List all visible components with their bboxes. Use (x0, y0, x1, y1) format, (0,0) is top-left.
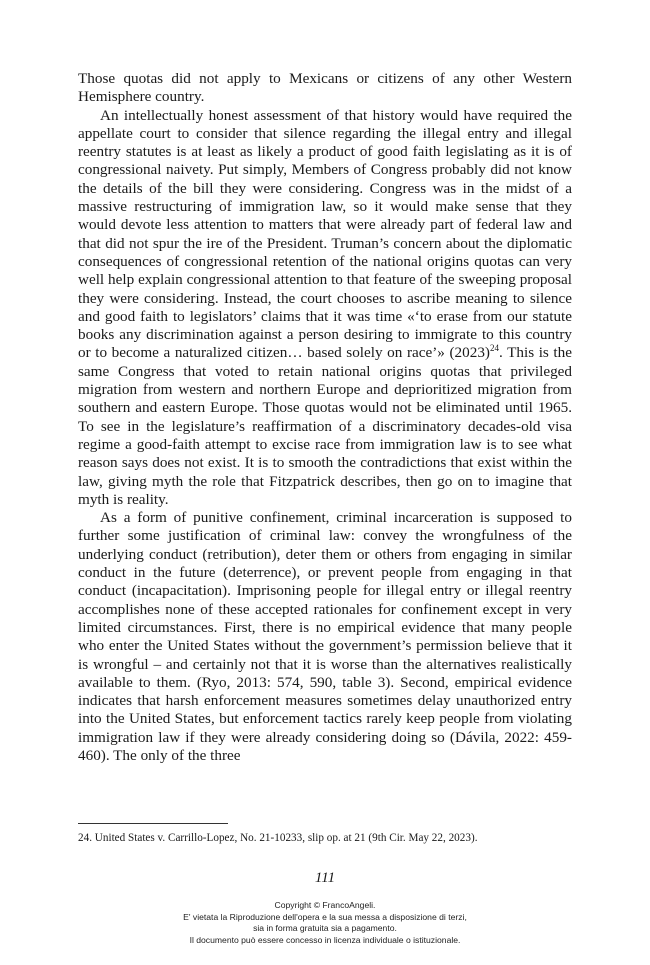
copyright-notice (0, 900, 650, 946)
body-text (78, 70, 572, 765)
footnote: 24. United States v. Carrillo-Lopez, No. 21-10233, slip op. at 21 (9th Cir. May 22, 2023). (78, 832, 478, 844)
footnote-reference: 24 (489, 343, 499, 354)
copyright-line: Copyright © FrancoAngeli. (274, 900, 376, 910)
copyright-line: Il documento può essere concesso in licenza individuale o istituzionale. (189, 934, 461, 945)
paragraph-2: An intellectually honest assessment of that history would have required the appellate court to consider that silence regarding the illegal entry and illegal reentry statutes is at least as likely a product of good faith legislating as it is of congressional naivety. Put simply, Members of Congress probably did not know the details of the bill they were considering. Congress was in the midst of a massive restructuring of immigration law, so it would make sense that they would devote less attention to matters that were already part of federal law and that did not spur the ire of the President. Truman’s concern about the diplomatic consequences of congressional retention of the national origins quotas can very well help explain congressional attention to that feature of the sweeping proposal they were considering. Instead, the court chooses to ascribe meaning to silence and good faith to legislators’ claims that it was time «‘to erase from our statute books any discrimination against a person desiring to immigrate to this country or to become a naturalized citizen… based solely on race’» $(2023)^{24}$. This is the same Congress that voted to retain national origins quotas that privileged migration from western and northern Europe and deprioritized migration from southern and eastern Europe. Those quotas would not be eliminated until 1965. To see in the legislature’s reaffirmation of a discriminatory decades-old visa regime a good-faith attempt to excise race from immigration law is to see what reason says does not exist. It is to smooth the contradictions that exist within the law, giving myth the role that Fitzpatrick describes, then go on to imagine that myth is reality. (78, 106, 572, 508)
paragraph-3: As a form of punitive confinement, criminal incarceration is supposed to further some justification of criminal law: convey the wrongfulness of the underlying conduct (retribution), deter them or others from engaging in similar conduct in the future (deterrence), or prevent people from engaging in that conduct (incapacitation). Imprisoning people for illegal entry or illegal reentry accomplishes none of these accepted rationales for confinement except in very limited circumstances. First, there is no empirical evidence that many people who enter the United States without the government’s permission believe that it is wrongful – and certainly not that it is worse than the alternatives realistically available to them. (Ryo, 2013: 574, 590, table 3). Second, empirical evidence indicates that harsh enforcement measures sometimes delay unauthorized entry into the United States, but enforcement tactics rarely keep people from violating immigration law if they were already considering doing so (Dávila, 2022: 459-460). The only of the three (78, 509, 572, 764)
page-number: 111 (314, 870, 336, 886)
paragraph-1: Those quotas did not apply to Mexicans or citizens of any other Western Hemisphere country. (78, 70, 572, 106)
copyright-line: sia in forma gratuita sia a pagamento. (253, 923, 397, 933)
copyright-line: E' vietata la Riproduzione dell'opera e la sua messa a disposizione di terzi, (183, 911, 467, 922)
footnote-divider (78, 823, 228, 824)
